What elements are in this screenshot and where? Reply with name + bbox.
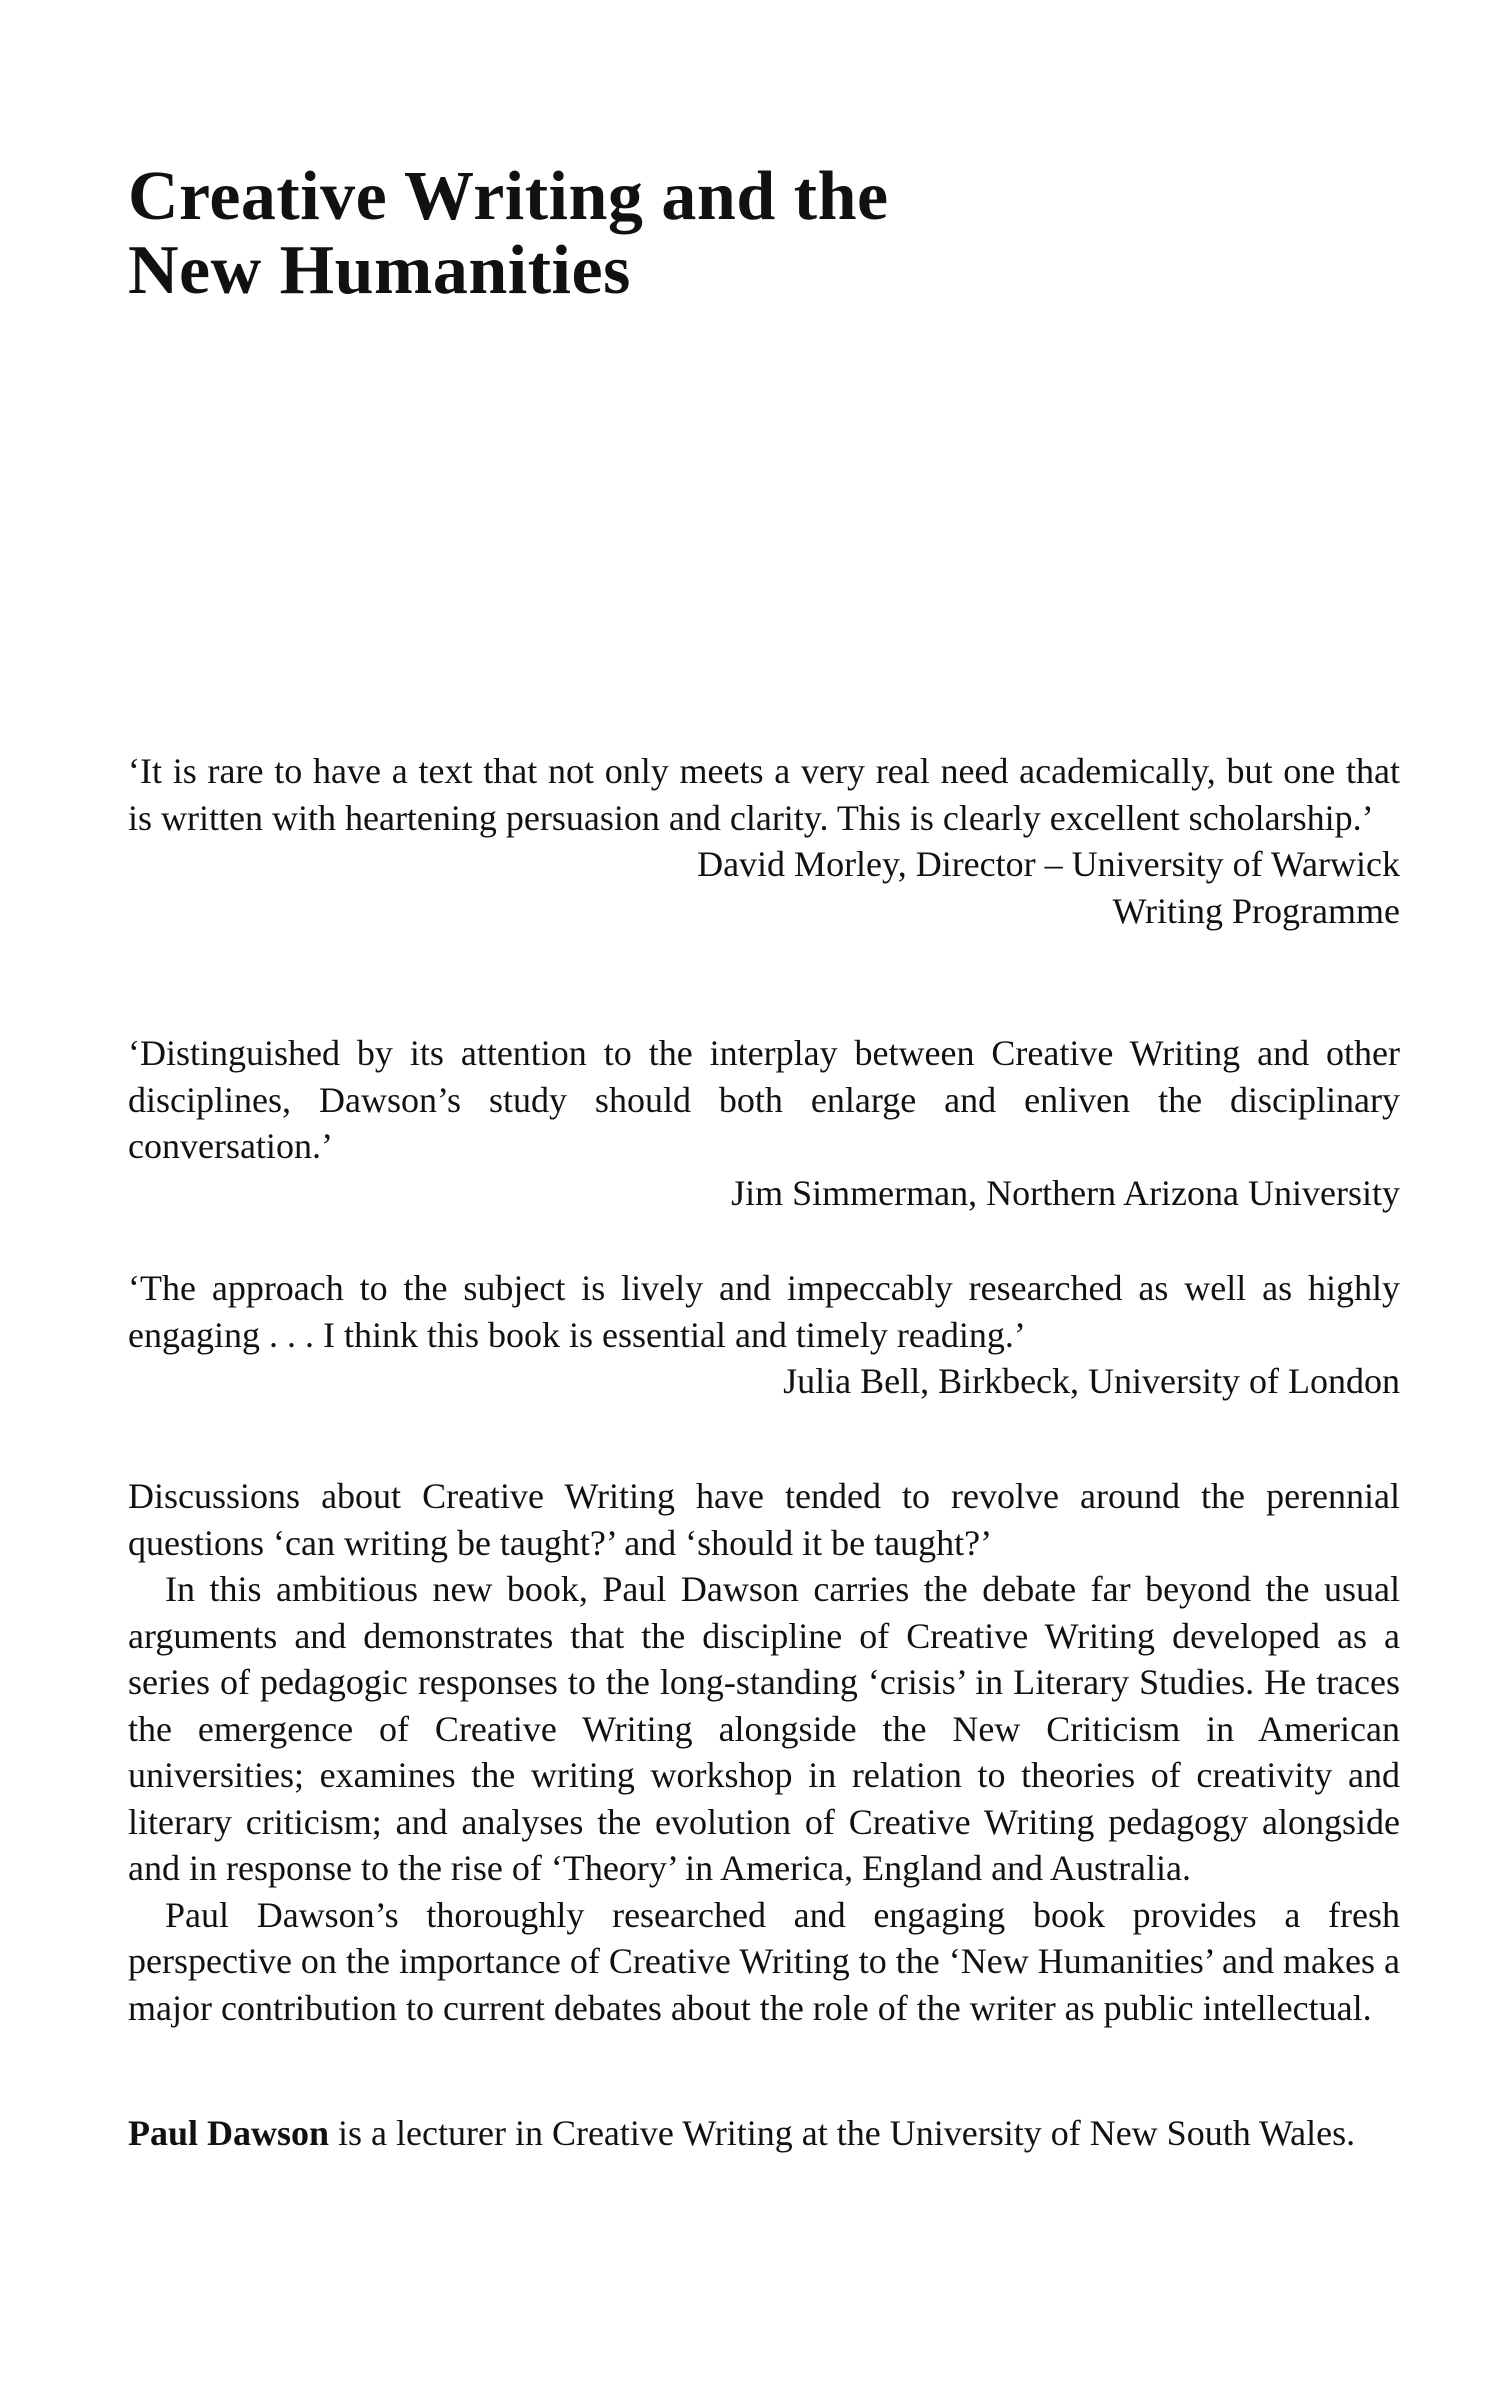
author-bio-text bbox=[128, 2110, 1400, 2157]
author-bio bbox=[128, 2110, 1400, 2157]
book-title-line-2: New Humanities bbox=[128, 232, 631, 309]
review-quote-attribution bbox=[128, 841, 1400, 934]
review-quote bbox=[128, 1265, 1400, 1405]
author-bio-description: is a lecturer in Creative Writing at the University of New South Wales. bbox=[329, 2113, 1356, 2153]
review-quote-attribution bbox=[128, 1170, 1400, 1217]
review-quote bbox=[128, 748, 1400, 934]
book-title bbox=[128, 160, 1228, 308]
review-quote-text: ‘It is rare to have a text that not only meets a very real need academically, but one that is written with heartening persuasion and clarity. This is clearly excellent scholarship.’ bbox=[128, 751, 1400, 838]
book-title-line-1: Creative Writing and the bbox=[128, 158, 889, 235]
attribution-line: Jim Simmerman, Northern Arizona University bbox=[731, 1172, 1400, 1213]
description-paragraph: Paul Dawson’s thoroughly researched and engaging book provides a fresh perspective on the importance of Creative Writing to the ‘New Humanities’ and makes a major contribution to current debates about the role of the writer as public intellectual. bbox=[128, 1894, 1400, 2028]
attribution-line: Julia Bell, Birkbeck, University of London bbox=[783, 1361, 1400, 1401]
description-paragraph: In this ambitious new book, Paul Dawson carries the debate far beyond the usual arguments and demonstrates that the discipline of Creative Writing developed as a series of pedagogic responses to the long-standing ‘crisis’ in Literary Studies. He traces the emergence of Creative Writing alongside the New Criticism in American universities; examines the writing workshop in relation to theories of creativity and literary criticism; and analyses the evolution of Creative Writing pedagogy alongside and in response to the rise of ‘Theory’ in America, England and Australia. bbox=[128, 1569, 1400, 1888]
review-quote-attribution bbox=[128, 1358, 1400, 1405]
attribution-line: Writing Programme bbox=[1112, 890, 1400, 931]
attribution-line: David Morley, Director – University of Warwick bbox=[697, 844, 1400, 884]
author-name: Paul Dawson bbox=[128, 2113, 330, 2153]
review-quote-text: ‘The approach to the subject is lively and impeccably researched as well as highly engaging . . . I think this book is essential and timely reading.’ bbox=[128, 1268, 1400, 1355]
review-quote bbox=[128, 1030, 1400, 1216]
description-paragraph: Discussions about Creative Writing have tended to revolve around the perennial questions ‘can writing be taught?’ and ‘should it be taught?’ bbox=[128, 1476, 1400, 1563]
book-description bbox=[128, 1473, 1400, 2031]
review-quote-text: ‘Distinguished by its attention to the interplay between Creative Writing and other disciplines, Dawson’s study should both enlarge and enliven the disciplinary conversation.’ bbox=[128, 1033, 1400, 1166]
